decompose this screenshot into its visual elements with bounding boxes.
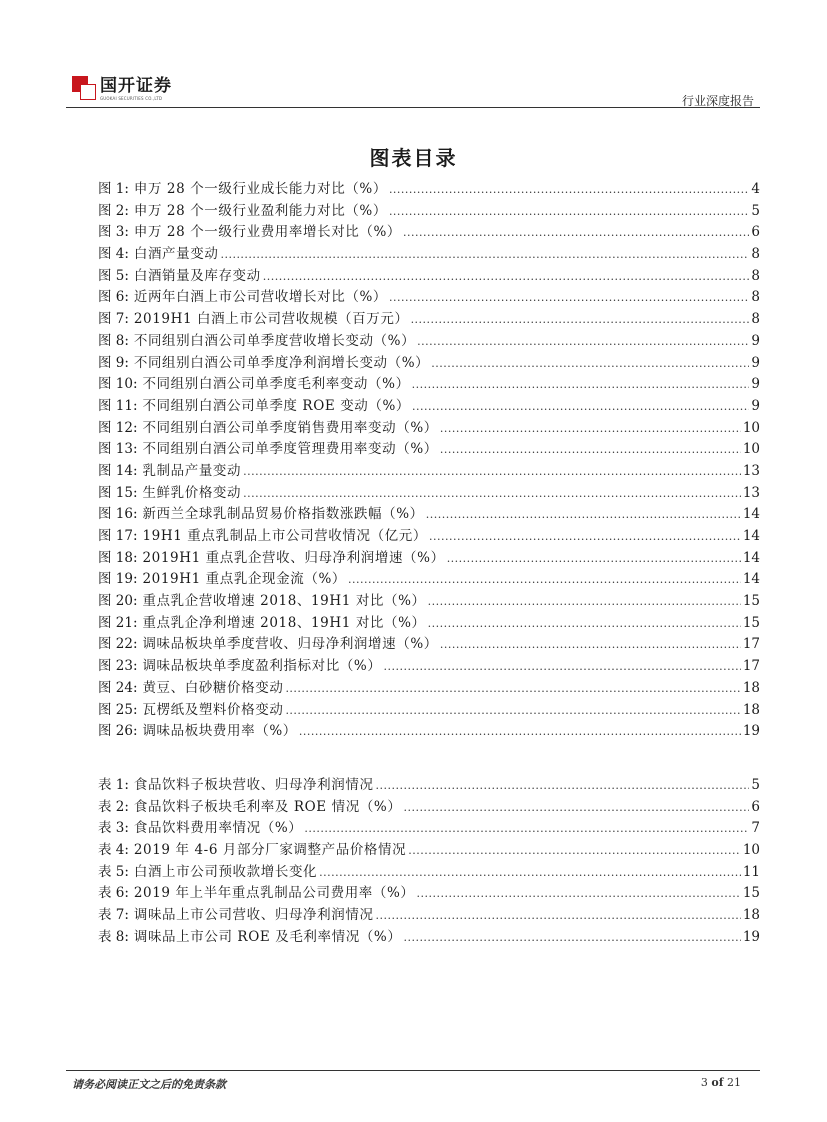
toc-figure-entry[interactable] — [98, 244, 760, 266]
toc-table-entry[interactable] — [98, 775, 760, 797]
toc-entry-prefix: 图 7: — [98, 311, 129, 328]
toc-entry-page: 9 — [751, 332, 760, 349]
toc-entry-prefix: 表 6: — [98, 885, 129, 902]
toc-entry-prefix: 图 16: — [98, 506, 138, 523]
toc-entry-prefix: 图 20: — [98, 593, 138, 610]
dot-leader — [440, 634, 741, 656]
toc-entry-title: 新西兰全球乳制品贸易价格指数涨跌幅（%） — [142, 506, 424, 523]
toc-entry-title: 2019H1 重点乳企现金流（%） — [142, 571, 346, 588]
toc-entry-title: 调味品上市公司营收、归母净利润情况 — [133, 907, 374, 924]
dot-leader — [412, 374, 750, 396]
logo-name: 国开证券 — [100, 76, 172, 96]
toc-figure-entry[interactable] — [98, 656, 760, 678]
toc-entry-page: 19 — [742, 928, 760, 945]
toc-entry-title: 2019H1 重点乳企营收、归母净利润增速（%） — [142, 549, 445, 566]
toc-entry-title: 不同组别白酒公司单季度净利润增长变动（%） — [133, 354, 430, 371]
figure-list — [98, 179, 760, 743]
toc-table-entry[interactable] — [98, 927, 760, 949]
toc-entry-prefix: 图 5: — [98, 267, 129, 284]
toc-entry-title: 申万 28 个一级行业盈利能力对比（%） — [133, 202, 387, 219]
toc-entry-title: 调味品上市公司 ROE 及毛利率情况（%） — [133, 928, 402, 945]
toc-figure-entry[interactable] — [98, 287, 760, 309]
toc-figure-entry[interactable] — [98, 526, 760, 548]
dot-leader — [429, 526, 741, 548]
toc-entry-title: 申万 28 个一级行业成长能力对比（%） — [133, 181, 387, 197]
toc-figure-entry[interactable] — [98, 201, 760, 223]
toc-entry-page: 11 — [742, 863, 760, 880]
toc-figure-entry[interactable] — [98, 634, 760, 656]
toc-entry-prefix: 图 18: — [98, 549, 138, 566]
toc-figure-entry[interactable] — [98, 678, 760, 700]
toc-table-entry[interactable] — [98, 797, 760, 819]
toc-entry-title: 白酒产量变动 — [133, 246, 219, 263]
dot-leader — [417, 883, 741, 905]
toc-entry-title: 2019 年上半年重点乳制品公司费用率（%） — [133, 885, 415, 902]
report-type: 行业深度报告 — [681, 94, 754, 108]
toc-entry-title: 不同组别白酒公司单季度毛利率变动（%） — [142, 376, 410, 393]
dot-leader — [389, 287, 749, 309]
toc-entry-title: 白酒销量及库存变动 — [133, 267, 261, 284]
dot-leader — [243, 483, 741, 505]
dot-leader — [428, 591, 741, 613]
toc-entry-title: 2019H1 白酒上市公司营收规模（百万元） — [133, 311, 409, 328]
toc-figure-entry[interactable] — [98, 266, 760, 288]
toc-entry-title: 不同组别白酒公司单季度 ROE 变动（%） — [142, 397, 411, 414]
toc-table-entry[interactable] — [98, 818, 760, 840]
toc-entry-prefix: 表 5: — [98, 863, 129, 880]
toc-entry-page: 14 — [742, 506, 760, 523]
toc-entry-prefix: 图 24: — [98, 679, 138, 696]
toc-entry-title: 不同组别白酒公司单季度管理费用率变动（%） — [142, 441, 438, 458]
toc-entry-title: 白酒上市公司预收款增长变化 — [133, 863, 318, 880]
toc-entry-prefix: 表 4: — [98, 842, 129, 859]
dot-leader — [376, 905, 741, 927]
toc-entry-page: 15 — [742, 593, 760, 610]
dot-leader — [285, 700, 740, 722]
toc-figure-entry[interactable] — [98, 331, 760, 353]
dot-leader — [431, 353, 749, 375]
toc-entry-title: 重点乳企营收增速 2018、19H1 对比（%） — [142, 593, 426, 610]
toc-figure-entry[interactable] — [98, 591, 760, 613]
toc-entry-page: 17 — [742, 636, 760, 653]
toc-entry-page: 18 — [742, 679, 760, 696]
dot-leader — [417, 331, 749, 353]
toc-entry-prefix: 图 10: — [98, 376, 138, 393]
dot-leader — [304, 818, 749, 840]
toc-entry-prefix: 图 3: — [98, 224, 129, 241]
toc-entry-prefix: 图 12: — [98, 419, 138, 436]
toc-entry-title: 重点乳企净利增速 2018、19H1 对比（%） — [142, 614, 426, 631]
toc-entry-title: 调味品板块单季度盈利指标对比（%） — [142, 658, 382, 675]
toc-entry-prefix: 图 1: — [98, 181, 129, 197]
dot-leader — [383, 656, 740, 678]
toc-entry-prefix: 图 9: — [98, 354, 129, 371]
toc-entry-page: 4 — [751, 181, 760, 197]
toc-figure-entry[interactable] — [98, 396, 760, 418]
toc-entry-title: 2019 年 4-6 月部分厂家调整产品价格情况 — [133, 842, 407, 859]
toc-entry-title: 不同组别白酒公司单季度销售费用率变动（%） — [142, 419, 438, 436]
disclaimer-note: 请务必阅读正文之后的免责条款 — [72, 1078, 226, 1091]
toc-figure-entry[interactable] — [98, 439, 760, 461]
toc-entry-page: 9 — [751, 354, 760, 371]
toc-entry-title: 不同组别白酒公司单季度营收增长变动（%） — [133, 332, 416, 349]
toc-figure-entry[interactable] — [98, 483, 760, 505]
toc-entry-prefix: 图 21: — [98, 614, 138, 631]
toc-figure-entry[interactable] — [98, 418, 760, 440]
toc-entry-page: 15 — [742, 614, 760, 631]
toc-entry-title: 乳制品产量变动 — [142, 462, 242, 479]
toc-entry-page: 14 — [742, 571, 760, 588]
dot-leader — [243, 461, 741, 483]
toc-entry-prefix: 图 14: — [98, 462, 138, 479]
dot-leader — [389, 201, 749, 223]
toc-entry-page: 19 — [742, 723, 760, 740]
toc-entry-page: 9 — [751, 376, 760, 393]
logo-mark-icon — [72, 76, 96, 100]
toc-entry-prefix: 图 26: — [98, 723, 138, 740]
dot-leader — [408, 840, 741, 862]
toc-entry-title: 19H1 重点乳制品上市公司营收情况（亿元） — [142, 528, 427, 544]
dot-leader — [319, 862, 741, 884]
toc-entry-prefix: 图 13: — [98, 441, 138, 458]
dot-leader — [411, 309, 750, 331]
page-total: 21 — [727, 1076, 741, 1089]
toc-entry-prefix: 图 2: — [98, 202, 129, 219]
toc-entry-prefix: 图 11: — [98, 397, 138, 414]
toc-figure-entry[interactable] — [98, 179, 760, 201]
toc-table-entry[interactable] — [98, 883, 760, 905]
toc-figure-entry[interactable] — [98, 461, 760, 483]
toc-table-entry[interactable] — [98, 905, 760, 927]
toc-entry-page: 5 — [751, 777, 760, 793]
toc-entry-page: 18 — [742, 701, 760, 718]
toc-title: 图表目录 — [369, 146, 458, 170]
toc-table-entry[interactable] — [98, 840, 760, 862]
toc-entry-page: 8 — [751, 311, 760, 328]
toc-entry-page: 10 — [742, 419, 760, 436]
toc-figure-entry[interactable] — [98, 721, 760, 743]
toc-entry-title: 调味品板块费用率（%） — [142, 723, 297, 740]
toc-entry-prefix: 图 23: — [98, 658, 138, 675]
toc-entry-page: 13 — [742, 462, 760, 479]
toc-figure-entry[interactable] — [98, 504, 760, 526]
toc-entry-page: 17 — [742, 658, 760, 675]
toc-entry-prefix: 图 4: — [98, 246, 129, 263]
toc-entry-page: 9 — [751, 397, 760, 414]
toc-entry-page: 8 — [751, 246, 760, 263]
toc-entry-prefix: 图 17: — [98, 528, 138, 544]
dot-leader — [447, 548, 741, 570]
toc-entry-prefix: 图 22: — [98, 636, 138, 653]
toc-entry-title: 瓦楞纸及塑料价格变动 — [142, 701, 284, 718]
toc-entry-prefix: 表 7: — [98, 907, 129, 924]
toc-entry-prefix: 图 25: — [98, 701, 138, 718]
toc-figure-entry[interactable] — [98, 353, 760, 375]
logo-english-name: GUOKAI SECURITIES CO.,LTD — [100, 96, 163, 101]
toc-figure-entry[interactable] — [98, 613, 760, 635]
dot-leader — [263, 266, 750, 288]
dot-leader — [440, 439, 741, 461]
toc-entry-page: 15 — [742, 885, 760, 902]
dot-leader — [348, 569, 741, 591]
page-of: of — [711, 1076, 724, 1089]
toc-figure-entry[interactable] — [98, 548, 760, 570]
toc-entry-prefix: 表 8: — [98, 928, 129, 945]
dot-leader — [440, 418, 741, 440]
toc-figure-entry[interactable] — [98, 222, 760, 244]
toc-entry-page: 13 — [742, 484, 760, 501]
toc-entry-prefix: 图 15: — [98, 484, 138, 501]
dot-leader — [412, 396, 749, 418]
dot-leader — [403, 927, 740, 949]
toc-entry-page: 10 — [742, 441, 760, 458]
toc-entry-page: 18 — [742, 907, 760, 924]
dot-leader — [389, 179, 749, 201]
toc-entry-page: 7 — [751, 820, 760, 837]
toc-entry-title: 食品饮料费用率情况（%） — [133, 820, 303, 837]
dot-leader — [220, 244, 749, 266]
toc-figure-entry[interactable] — [98, 309, 760, 331]
toc-entry-page: 6 — [751, 224, 760, 241]
toc-entry-title: 食品饮料子板块营收、归母净利润情况 — [133, 777, 374, 793]
footer-divider — [66, 1070, 760, 1071]
toc-table-entry[interactable] — [98, 862, 760, 884]
toc-entry-page: 6 — [751, 798, 760, 815]
dot-leader — [403, 222, 749, 244]
company-logo — [72, 76, 172, 106]
toc-entry-page: 14 — [742, 549, 760, 566]
table-list — [98, 775, 760, 949]
toc-entry-page: 5 — [751, 202, 760, 219]
dot-leader — [376, 775, 750, 797]
toc-entry-page: 8 — [751, 267, 760, 284]
dot-leader — [403, 797, 749, 819]
toc-entry-page: 8 — [751, 289, 760, 306]
toc-entry-title: 调味品板块单季度营收、归母净利润增速（%） — [142, 636, 438, 653]
toc-entry-prefix: 表 3: — [98, 820, 129, 837]
toc-entry-title: 生鲜乳价格变动 — [142, 484, 242, 501]
dot-leader — [285, 678, 740, 700]
toc-entry-prefix: 图 8: — [98, 332, 129, 349]
toc-figure-entry[interactable] — [98, 700, 760, 722]
toc-entry-title: 申万 28 个一级行业费用率增长对比（%） — [133, 224, 402, 241]
toc-entry-page: 14 — [742, 528, 760, 544]
page-header — [72, 72, 758, 108]
toc-figure-entry[interactable] — [98, 569, 760, 591]
toc-entry-prefix: 图 19: — [98, 571, 138, 588]
toc-entry-prefix: 图 6: — [98, 289, 129, 306]
toc-entry-prefix: 表 2: — [98, 798, 129, 815]
toc-entry-title: 黄豆、白砂糖价格变动 — [142, 679, 284, 696]
dot-leader — [299, 721, 741, 743]
toc-entry-prefix: 表 1: — [98, 777, 129, 793]
dot-leader — [426, 504, 741, 526]
page-number — [701, 1076, 741, 1089]
page-current: 3 — [700, 1076, 708, 1089]
dot-leader — [428, 613, 741, 635]
toc-entry-page: 10 — [742, 842, 760, 859]
toc-entry-title: 近两年白酒上市公司营收增长对比（%） — [133, 289, 387, 306]
toc-figure-entry[interactable] — [98, 374, 760, 396]
header-divider — [66, 107, 760, 108]
toc-entry-title: 食品饮料子板块毛利率及 ROE 情况（%） — [133, 798, 402, 815]
